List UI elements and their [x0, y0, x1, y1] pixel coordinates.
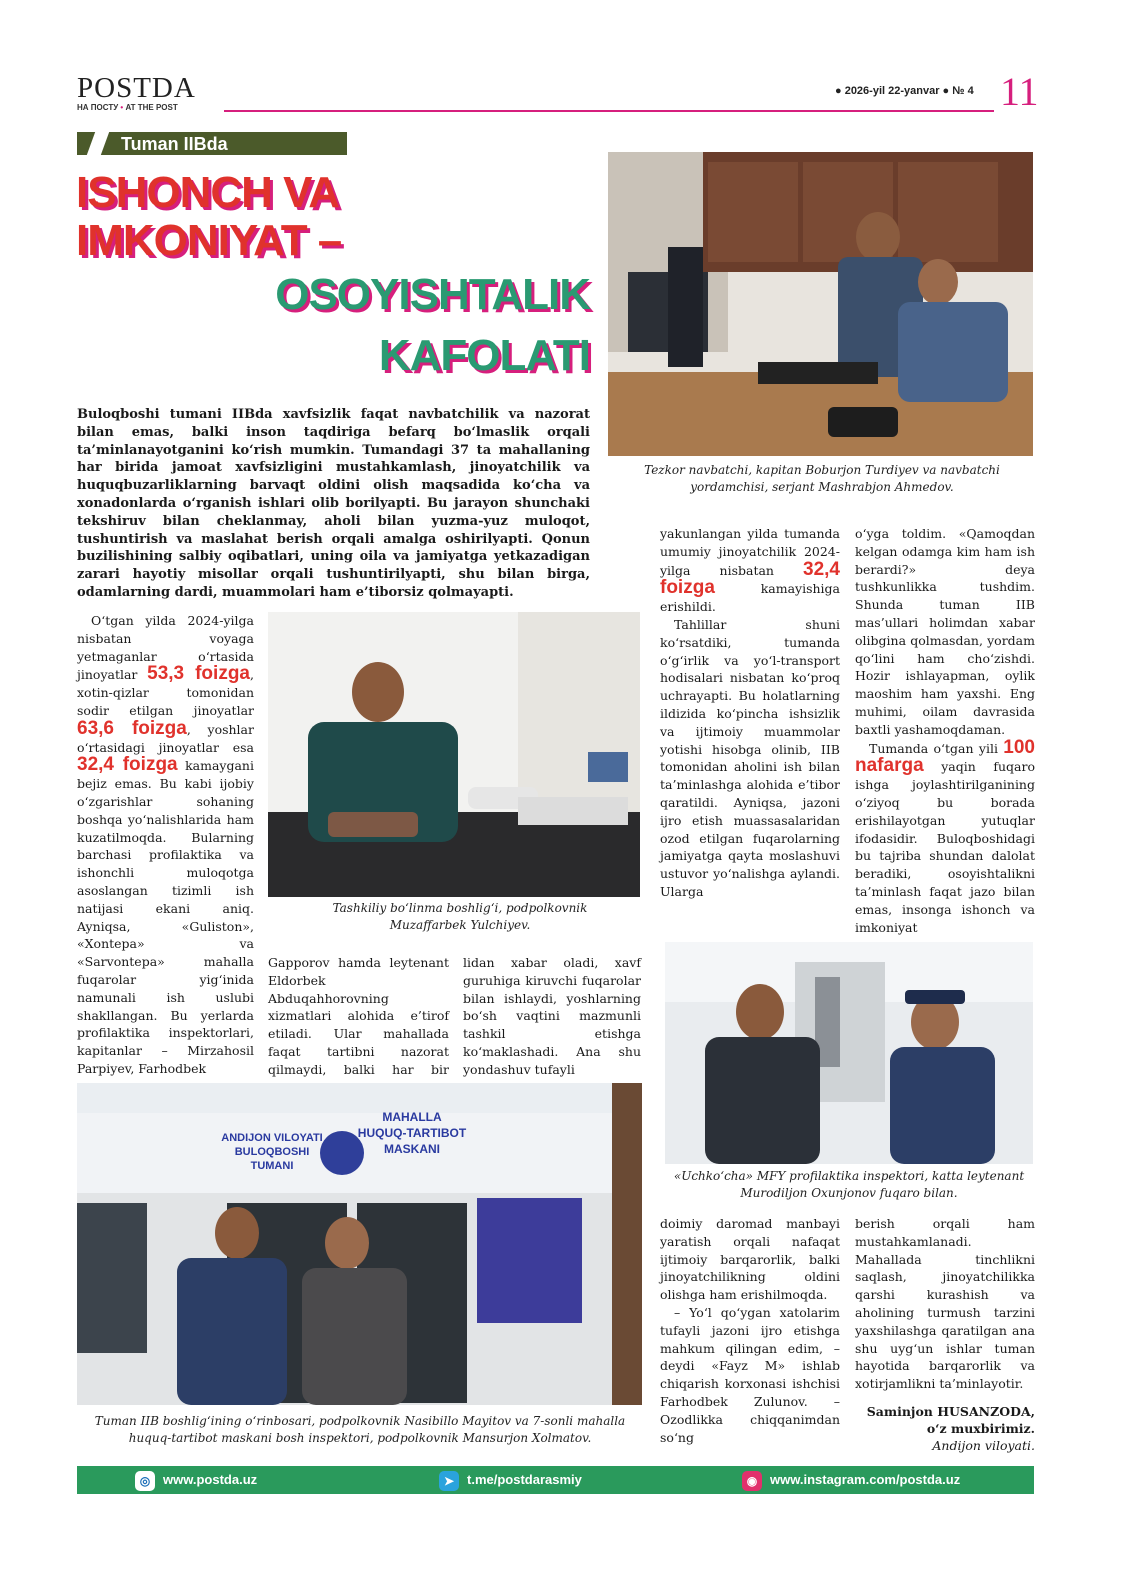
paragraph: lidan xabar oladi, xavf guruhiga kiruvchi fuqarolar bilan ishlaydi, yoshlarning bo‘sh vaqtini mazmunli tashkil etishga ko‘maklashadi. Ana shu yondashuv tufayli	[463, 955, 641, 1077]
tagline-separator: •	[118, 103, 126, 112]
newspaper-logo: POSTDA	[77, 72, 196, 104]
paragraph	[855, 736, 1035, 937]
inspector-with-citizen-image	[665, 942, 1033, 1164]
article-column-3	[463, 954, 641, 1079]
rubric-slash-decoration	[87, 132, 109, 155]
article-column-6	[660, 1215, 840, 1446]
text-fragment: yaqin fuqaro ishga joylashtirilganining o‘ziyoq bu borada erishilayotgan yutuqlar ifodasidir. Buloqboshidagi bu tajriba shundan dalolat beradiki, osoyishtalikni ta’minlash faqat jazo bilan emas, insonga ishonch va imkoniyat	[855, 759, 1035, 935]
author-role: o‘z muxbirimiz.	[926, 1420, 1035, 1436]
text-fragment: Tumanda o‘tgan yili	[869, 740, 998, 756]
text-fragment: O‘tgan yilda 2024-yilga nisbatan voyaga yetmaganlar o‘rtasida jinoyatlar	[77, 613, 254, 683]
instagram-icon: ◉	[742, 1471, 762, 1491]
sign-text-b3: MASKANI	[384, 1142, 440, 1156]
stat-highlight: 32,4 foizga	[660, 558, 840, 599]
headline-line-2: IMKONIYAT –	[76, 216, 342, 265]
paragraph: o‘yga toldim. «Qamoqdan kelgan odamga kim ham ish berardi?» deya tushkunlikka tushdim. Shunda tuman IIB mas’ullari holimdan xabar olibgina qolmasdan, yordam qo‘lini ham cho‘zishdi. Hozir ishlayapman, oylik maoshim ham yaxshi. Eng muhimi, oilam davrasida baxtli yashamoqdaman.	[855, 526, 1035, 737]
paragraph: doimiy daromad manbayi yaratish orqali nafaqat ijtimoiy barqarorlik, balki jinoyatchilikning oldini olishga ham erishilmoqda.	[660, 1216, 840, 1303]
author-name: Saminjon HUSANZODA,	[866, 1403, 1035, 1419]
text-fragment: kamaygani bejiz emas. Bu kabi ijobiy o‘zgarishlar sohaning boshqa yo‘nalishlarida ham kuzatilmoqda. Bularning barchasi profilaktika va ishonchli muloqotga asoslangan tizimli ish natijasi ekani aniq. Ayniqsa, «Guliston», «Xontepa» va «Sarvontepa» mahalla fuqarolar yig‘inida namunali ish uslubi shakllangan. Bu yerlarda profilaktika inspektorlari, kapitanlar – Mirzahosil Parpiyev, Farhodbek	[77, 758, 254, 1076]
text-fragment: kamayishiga erishildi.	[660, 581, 840, 615]
article-lead: Buloqboshi tumani IIBda xavfsizlik faqat navbatchilik va nazorat bilan emas, balki inson taqdiriga befarq bo‘lmaslik orqali ta’minlanayotganini ko‘rish mumkin. Tumandagi 37 ta mahallaning har birida jamoat xavfsizligini mustahkamlash, jinoyatchilik va huquqbuzarliklarning barvaqt oldini olish maqsadida ko‘cha va xonadonlarda o‘rganish ishlari olib borilyapti. Bu jarayon shunchaki tekshiruv bilan cheklanmay, aholi bilan yuzma-yuz muloqot, tushuntirish va maslahat berish orqali amalga oshirilyapti. Qonun buzilishining salbiy oqibatlari, uning oila va jamiyatga yetkazadigan zarari hayotiy misollar orqali tushuntirilyapti, shu bilan birga, odamlarning dardi, muammolari ham e’tiborsiz qolmayapti.	[77, 407, 590, 600]
headline-line-3: OSOYISHTALIK	[275, 270, 590, 319]
department-head-image	[268, 612, 640, 897]
headline-line-4: KAFOLATI	[378, 331, 590, 380]
paragraph: Tahlillar shuni ko‘rsatdiki, tumanda o‘g‘irlik va yo‘l-transport hodisalari nisbatan ko‘proq uchrayapti. Bu holatlarning ildizida ko‘pincha ishsizlik va ijtimoiy muammolar yotishi hisobga olinib, IIB tomonidan aholini ish bilan ta’minlashga alohida e’tibor qaratildi. Ayniqsa, jazoni ijro etish muassasalaridan ozod etilgan fuqarolarning jamiyatga qayta moslashuvi ustuvor yo‘nalishga aylandi. Ularga	[660, 616, 840, 899]
stat-highlight: 32,4 foizga	[77, 754, 178, 776]
caption-mahalla-post: Tuman IIB boshlig‘ining o‘rinbosari, podpolkovnik Nasibillo Mayitov va 7-sonli mahalla huquq-tartibot maskani bosh inspektori, podpolkovnik Mansurjon Xolmatov.	[94, 1414, 626, 1445]
footer-bar	[77, 1466, 1034, 1494]
author-region: Andijon viloyati.	[932, 1437, 1035, 1453]
issue-date: ● 2026-yil 22-yanvar ● № 4	[835, 85, 974, 97]
duty-officers-image	[608, 152, 1033, 456]
stat-highlight: 53,3 foizga	[147, 663, 250, 685]
header-divider	[224, 110, 994, 112]
stat-highlight: 100 nafarga	[855, 736, 1035, 777]
photo-mahalla-post	[77, 1083, 642, 1405]
paragraph	[77, 612, 254, 1078]
mahalla-post-image	[77, 1083, 642, 1405]
paragraph: – Yo‘l qo‘ygan xatolarim tufayli jazoni ijro etishga mahkum qilingan edim, – deydi «Fayz M» ishlab chiqarish korxonasi ishchisi Farhodbek Zulunov. – Ozodlikka chiqqanimdan so‘ng	[660, 1304, 840, 1445]
photo-inspector-with-citizen	[665, 942, 1033, 1164]
photo-department-head	[268, 612, 640, 897]
caption-duty-officers: Tezkor navbatchi, kapitan Boburjon Turdiyev va navbatchi yordamchisi, serjant Mashrabjon Ahmedov.	[644, 463, 1000, 494]
caption-inspector-with-citizen: «Uchko‘cha» MFY profilaktika inspektori, katta leytenant Murodiljon Oxunjonov fuqaro bilan.	[673, 1169, 1025, 1200]
footer-telegram-text: t.me/postdarasmiy	[467, 1472, 582, 1487]
sign-text-a2: BULOQBOSHI	[234, 1146, 310, 1158]
globe-icon: ◎	[135, 1471, 155, 1491]
sign-text-b2: HUQUQ-TARTIBOT	[357, 1126, 467, 1140]
text-fragment: yakunlangan yilda tumanda umumiy jinoyatchilik 2024-yilga nisbatan	[660, 526, 840, 578]
sign-text-b1: MAHALLA	[382, 1110, 442, 1124]
article-column-7	[855, 1215, 1035, 1454]
footer-website-text: www.postda.uz	[163, 1472, 258, 1487]
text-fragment: , yoshlar o‘rtasidagi jinoyatlar esa	[77, 721, 254, 755]
telegram-icon: ➤	[439, 1471, 459, 1491]
section-rubric	[77, 132, 347, 155]
stat-highlight: 63,6 foizga	[77, 717, 187, 739]
page-number: 11	[1000, 69, 1039, 114]
text-fragment: , xotin-qizlar tomonidan sodir etilgan jinoyatlar	[77, 667, 254, 718]
tagline-english: AT THE POST	[125, 103, 178, 112]
footer-instagram-text: www.instagram.com/postda.uz	[770, 1472, 961, 1487]
masthead-tagline	[77, 103, 178, 112]
article-column-2	[268, 954, 449, 1096]
rubric-label: Tuman IIBda	[121, 134, 228, 154]
article-column-1	[77, 612, 254, 1078]
caption-department-head: Tashkiliy bo‘linma boshlig‘i, podpolkovnik Muzaffarbek Yulchiyev.	[332, 901, 588, 932]
photo-duty-officers	[608, 152, 1033, 456]
footer-instagram-link[interactable]	[742, 1470, 960, 1491]
tagline-russian: НА ПОСТУ	[77, 103, 119, 112]
article-column-4	[660, 525, 840, 901]
paragraph: berish orqali ham mustahkamlanadi. Mahallada tinchlikni saqlash, jinoyatchilikka qarshi kurashish va aholining turmush tarzini yaxshilashga qaratilgan ana shu uyg‘un ishlar tuman hayotida barqarorlik va xotirjamlikni ta’minlayotir.	[855, 1216, 1035, 1392]
headline-line-1: ISHONCH VA	[76, 168, 339, 217]
article-column-5	[855, 525, 1035, 936]
footer-telegram-link[interactable]	[439, 1470, 582, 1491]
paragraph: Gapporov hamda leytenant Eldorbek Abduqahhorovning xizmatlari alohida e’tirof etiladi. Ular mahallada faqat tartibni nazorat qilmaydi, balki har bir	[268, 955, 449, 1077]
paragraph	[660, 525, 840, 616]
sign-text-a1: ANDIJON VILOYATI	[221, 1132, 323, 1144]
footer-website-link[interactable]	[135, 1470, 257, 1491]
sign-text-a3: TUMANI	[250, 1160, 294, 1172]
